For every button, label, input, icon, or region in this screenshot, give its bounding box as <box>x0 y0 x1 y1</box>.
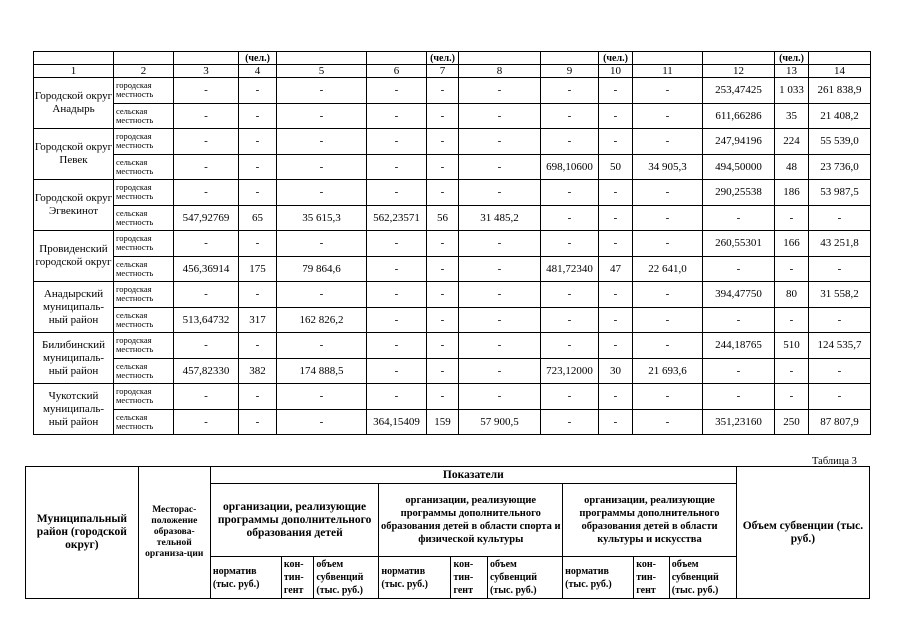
header-group-general: организации, реализующие программы дополнительного образования детей <box>210 484 379 557</box>
header-cell <box>633 52 703 65</box>
value-cell: - <box>541 103 599 129</box>
table-row <box>34 103 871 129</box>
value-cell: - <box>809 384 871 410</box>
value-cell: - <box>174 129 239 155</box>
value-cell: - <box>633 384 703 410</box>
value-cell: 35 <box>775 103 809 129</box>
value-cell: - <box>239 333 277 359</box>
location-type: сельская местность <box>114 256 174 282</box>
value-cell: - <box>427 358 459 384</box>
value-cell: - <box>599 231 633 257</box>
header-kont-1: кон-тин-гент <box>281 557 313 599</box>
value-cell: - <box>599 180 633 206</box>
value-cell: - <box>174 384 239 410</box>
value-cell: - <box>459 103 541 129</box>
location-type: сельская местность <box>114 154 174 180</box>
value-cell: 364,15409 <box>367 409 427 435</box>
value-cell: 162 826,2 <box>277 307 367 333</box>
value-cell: - <box>367 358 427 384</box>
value-cell: 47 <box>599 256 633 282</box>
value-cell: 50 <box>599 154 633 180</box>
header-cell <box>703 52 775 65</box>
table-row <box>34 180 871 206</box>
value-cell: 510 <box>775 333 809 359</box>
value-cell: - <box>174 78 239 104</box>
value-cell: 261 838,9 <box>809 78 871 104</box>
value-cell: 382 <box>239 358 277 384</box>
value-cell: 456,36914 <box>174 256 239 282</box>
value-cell: - <box>277 282 367 308</box>
value-cell: - <box>239 282 277 308</box>
value-cell: - <box>427 231 459 257</box>
value-cell: - <box>541 307 599 333</box>
value-cell: - <box>809 256 871 282</box>
value-cell: - <box>541 180 599 206</box>
value-cell: - <box>703 307 775 333</box>
value-cell: - <box>427 307 459 333</box>
value-cell: - <box>633 307 703 333</box>
value-cell: 21 693,6 <box>633 358 703 384</box>
value-cell: - <box>427 282 459 308</box>
location-type: сельская местность <box>114 103 174 129</box>
location-type: городская местность <box>114 282 174 308</box>
value-cell: - <box>633 333 703 359</box>
value-cell: 43 251,8 <box>809 231 871 257</box>
value-cell: - <box>367 129 427 155</box>
value-cell: - <box>427 154 459 180</box>
column-number: 6 <box>367 65 427 78</box>
value-cell: 65 <box>239 205 277 231</box>
header-cell <box>541 52 599 65</box>
value-cell: - <box>541 333 599 359</box>
value-cell: - <box>599 103 633 129</box>
value-cell: - <box>427 103 459 129</box>
table-row <box>34 78 871 104</box>
column-number: 11 <box>633 65 703 78</box>
value-cell: 21 408,2 <box>809 103 871 129</box>
value-cell: - <box>459 154 541 180</box>
value-cell: - <box>239 231 277 257</box>
value-cell: - <box>277 129 367 155</box>
value-cell: - <box>277 333 367 359</box>
header-kont-2: кон-тин-гент <box>451 557 488 599</box>
value-cell: - <box>541 78 599 104</box>
column-number: 1 <box>34 65 114 78</box>
value-cell: 317 <box>239 307 277 333</box>
value-cell: - <box>239 384 277 410</box>
column-number: 5 <box>277 65 367 78</box>
table-row <box>34 256 871 282</box>
value-cell: - <box>174 231 239 257</box>
value-cell: 698,10600 <box>541 154 599 180</box>
value-cell: - <box>599 384 633 410</box>
column-number: 13 <box>775 65 809 78</box>
value-cell: 35 615,3 <box>277 205 367 231</box>
value-cell: - <box>775 384 809 410</box>
location-type: сельская местность <box>114 307 174 333</box>
header-vol-2: объем субвенций (тыс. руб.) <box>488 557 563 599</box>
value-cell: - <box>599 205 633 231</box>
location-type: городская местность <box>114 180 174 206</box>
value-cell: 159 <box>427 409 459 435</box>
value-cell: - <box>277 384 367 410</box>
value-cell: - <box>427 333 459 359</box>
header-group-culture: организации, реализующие программы дополнительного образования детей в области культуры и искусства <box>563 484 737 557</box>
header-group-sport: организации, реализующие программы дополнительного образования детей в области спорта и физической культуры <box>379 484 563 557</box>
value-cell: - <box>459 180 541 206</box>
value-cell: - <box>459 78 541 104</box>
value-cell: - <box>599 282 633 308</box>
header-cell <box>809 52 871 65</box>
table-row <box>34 282 871 308</box>
unit-label: (чел.) <box>775 52 809 65</box>
value-cell: 79 864,6 <box>277 256 367 282</box>
value-cell: - <box>367 154 427 180</box>
value-cell: - <box>239 154 277 180</box>
district-name: Провиденский городской округ <box>34 231 114 282</box>
value-cell: - <box>775 307 809 333</box>
value-cell: - <box>599 78 633 104</box>
header-kont-3: кон-тин-гент <box>634 557 670 599</box>
column-number: 4 <box>239 65 277 78</box>
value-cell: - <box>809 205 871 231</box>
value-cell: 394,47750 <box>703 282 775 308</box>
value-cell: - <box>367 384 427 410</box>
unit-label: (чел.) <box>239 52 277 65</box>
table-row <box>34 307 871 333</box>
value-cell: - <box>427 384 459 410</box>
value-cell: - <box>775 358 809 384</box>
value-cell: 124 535,7 <box>809 333 871 359</box>
value-cell: 48 <box>775 154 809 180</box>
value-cell: - <box>541 409 599 435</box>
value-cell: 31 558,2 <box>809 282 871 308</box>
value-cell: 247,94196 <box>703 129 775 155</box>
value-cell: - <box>459 129 541 155</box>
value-cell: - <box>633 231 703 257</box>
table-caption: Таблица 3 <box>812 456 857 467</box>
value-cell: - <box>174 180 239 206</box>
value-cell: 87 807,9 <box>809 409 871 435</box>
value-cell: - <box>633 409 703 435</box>
value-cell: 80 <box>775 282 809 308</box>
value-cell: 481,72340 <box>541 256 599 282</box>
value-cell: - <box>541 231 599 257</box>
value-cell: 30 <box>599 358 633 384</box>
value-cell: - <box>174 333 239 359</box>
value-cell: - <box>367 333 427 359</box>
value-cell: - <box>703 205 775 231</box>
location-type: сельская местность <box>114 409 174 435</box>
value-cell: - <box>541 384 599 410</box>
value-cell: - <box>599 129 633 155</box>
value-cell: - <box>633 78 703 104</box>
header-cell <box>114 52 174 65</box>
value-cell: - <box>459 231 541 257</box>
location-type: городская местность <box>114 231 174 257</box>
value-cell: 244,18765 <box>703 333 775 359</box>
header-indicators: Показатели <box>210 467 736 484</box>
value-cell: - <box>633 180 703 206</box>
value-cell: - <box>633 282 703 308</box>
value-cell: - <box>633 205 703 231</box>
header-cell <box>459 52 541 65</box>
value-cell: - <box>367 307 427 333</box>
value-cell: - <box>541 282 599 308</box>
value-cell: - <box>599 409 633 435</box>
value-cell: - <box>174 282 239 308</box>
value-cell: 494,50000 <box>703 154 775 180</box>
value-cell: 31 485,2 <box>459 205 541 231</box>
district-name: Билибинский муниципаль-ный район <box>34 333 114 384</box>
value-cell: 186 <box>775 180 809 206</box>
value-cell: 351,23160 <box>703 409 775 435</box>
indicators-header-table <box>25 466 870 599</box>
value-cell: - <box>174 154 239 180</box>
table-row <box>34 205 871 231</box>
value-cell: - <box>239 180 277 206</box>
unit-label: (чел.) <box>427 52 459 65</box>
location-type: сельская местность <box>114 205 174 231</box>
value-cell: 56 <box>427 205 459 231</box>
value-cell: - <box>367 282 427 308</box>
value-cell: - <box>367 256 427 282</box>
header-cell <box>34 52 114 65</box>
value-cell: - <box>174 103 239 129</box>
value-cell: - <box>459 256 541 282</box>
value-cell: - <box>277 103 367 129</box>
value-cell: - <box>174 409 239 435</box>
value-cell: 1 033 <box>775 78 809 104</box>
unit-label: (чел.) <box>599 52 633 65</box>
value-cell: - <box>633 103 703 129</box>
value-cell: - <box>427 129 459 155</box>
header-cell <box>277 52 367 65</box>
district-name: Чукотский муниципаль-ный район <box>34 384 114 435</box>
location-type: сельская местность <box>114 358 174 384</box>
header-total-subsidy: Объем субвенции (тыс. руб.) <box>736 467 869 599</box>
value-cell: 23 736,0 <box>809 154 871 180</box>
column-number: 10 <box>599 65 633 78</box>
column-number: 7 <box>427 65 459 78</box>
value-cell: - <box>427 256 459 282</box>
value-cell: - <box>775 205 809 231</box>
table-row <box>34 129 871 155</box>
header-vol-3: объем субвенций (тыс. руб.) <box>669 557 736 599</box>
value-cell: - <box>459 333 541 359</box>
value-cell: 253,47425 <box>703 78 775 104</box>
value-cell: 260,55301 <box>703 231 775 257</box>
value-cell: 547,92769 <box>174 205 239 231</box>
table-row <box>34 231 871 257</box>
header-cell <box>174 52 239 65</box>
value-cell: - <box>427 78 459 104</box>
value-cell: - <box>541 205 599 231</box>
value-cell: - <box>277 409 367 435</box>
column-number-row <box>34 65 871 78</box>
value-cell: - <box>809 358 871 384</box>
value-cell: - <box>703 384 775 410</box>
value-cell: 250 <box>775 409 809 435</box>
value-cell: - <box>809 307 871 333</box>
header-cell <box>367 52 427 65</box>
value-cell: - <box>459 358 541 384</box>
unit-header-row <box>34 52 871 65</box>
value-cell: - <box>541 129 599 155</box>
subsidy-data-table <box>33 51 871 435</box>
value-cell: - <box>277 154 367 180</box>
table-row <box>34 154 871 180</box>
table-row <box>34 333 871 359</box>
value-cell: - <box>775 256 809 282</box>
value-cell: - <box>277 180 367 206</box>
value-cell: - <box>703 358 775 384</box>
value-cell: - <box>367 78 427 104</box>
value-cell: - <box>277 78 367 104</box>
value-cell: 34 905,3 <box>633 154 703 180</box>
value-cell: - <box>703 256 775 282</box>
value-cell: - <box>633 129 703 155</box>
value-cell: 22 641,0 <box>633 256 703 282</box>
district-name: Городской округ Анадырь <box>34 78 114 129</box>
value-cell: 174 888,5 <box>277 358 367 384</box>
value-cell: - <box>277 231 367 257</box>
value-cell: - <box>459 282 541 308</box>
value-cell: 224 <box>775 129 809 155</box>
location-type: городская местность <box>114 78 174 104</box>
header-norm-2: норматив (тыс. руб.) <box>379 557 451 599</box>
header-norm-1: норматив (тыс. руб.) <box>210 557 281 599</box>
header-location: Месторас-положение образова-тельной организа-ции <box>138 467 210 599</box>
column-number: 12 <box>703 65 775 78</box>
column-number: 2 <box>114 65 174 78</box>
value-cell: 723,12000 <box>541 358 599 384</box>
value-cell: 55 539,0 <box>809 129 871 155</box>
value-cell: - <box>239 129 277 155</box>
table-row <box>34 409 871 435</box>
value-cell: - <box>367 231 427 257</box>
value-cell: - <box>367 103 427 129</box>
header-norm-3: норматив (тыс. руб.) <box>563 557 634 599</box>
value-cell: - <box>459 307 541 333</box>
location-type: городская местность <box>114 129 174 155</box>
value-cell: 457,82330 <box>174 358 239 384</box>
value-cell: - <box>367 180 427 206</box>
header-vol-1: объем субвенций (тыс. руб.) <box>314 557 379 599</box>
value-cell: 611,66286 <box>703 103 775 129</box>
location-type: городская местность <box>114 384 174 410</box>
table-row <box>34 358 871 384</box>
column-number: 9 <box>541 65 599 78</box>
value-cell: - <box>239 78 277 104</box>
value-cell: 290,25538 <box>703 180 775 206</box>
value-cell: - <box>239 409 277 435</box>
value-cell: 175 <box>239 256 277 282</box>
column-number: 8 <box>459 65 541 78</box>
value-cell: - <box>599 333 633 359</box>
value-cell: 53 987,5 <box>809 180 871 206</box>
header-district: Муниципальный район (городской округ) <box>26 467 139 599</box>
district-name: Городской округ Эгвекинот <box>34 180 114 231</box>
value-cell: 57 900,5 <box>459 409 541 435</box>
value-cell: - <box>239 103 277 129</box>
value-cell: 513,64732 <box>174 307 239 333</box>
value-cell: 166 <box>775 231 809 257</box>
value-cell: - <box>459 384 541 410</box>
district-name: Городской округ Певек <box>34 129 114 180</box>
table-row <box>34 384 871 410</box>
column-number: 3 <box>174 65 239 78</box>
district-name: Анадырский муниципаль-ный район <box>34 282 114 333</box>
column-number: 14 <box>809 65 871 78</box>
value-cell: - <box>599 307 633 333</box>
location-type: городская местность <box>114 333 174 359</box>
value-cell: 562,23571 <box>367 205 427 231</box>
value-cell: - <box>427 180 459 206</box>
